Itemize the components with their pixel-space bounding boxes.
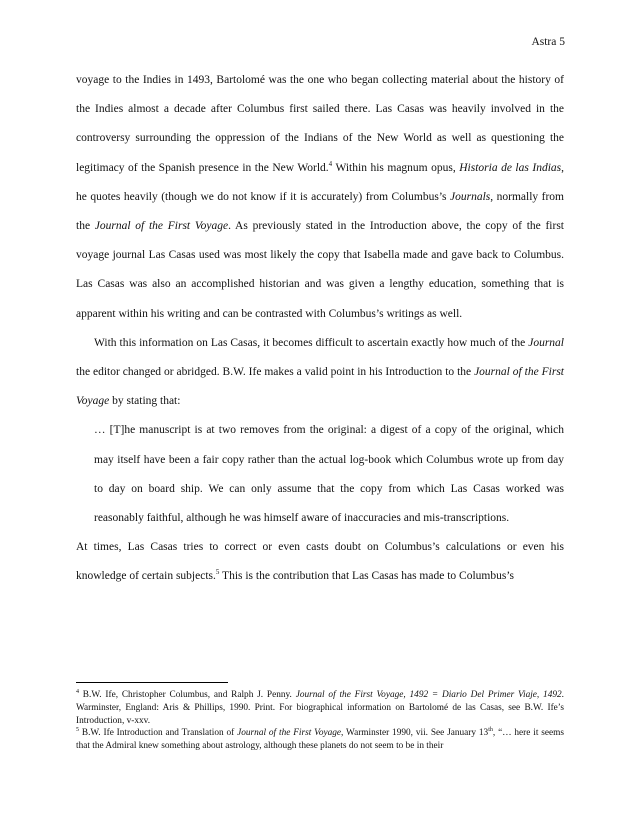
work-title: Journal of the First Voyage [76,366,565,408]
footnote-divider [76,682,228,683]
work-title: Journal of the First Voyage [94,220,229,233]
paragraph-1: voyage to the Indies in 1493, Bartolomé was the one who began collecting material about the history of the Indies almost a decade after Columbus first sailed there. Las Casas was heavily involved in the controversy surrounding the oppression of the Indians of the New World as well as questioning the legitimacy of the Spanish presence in the New World.$^4$ Within his magnum opus, Historia de las Indias, he quotes heavily (though we do not know if it is accurately) from Columbus’s Journals, normally from the Journal of the First Voyage. As previously stated in the Introduction above, the copy of the first voyage journal Las Casas used was most likely the copy that Isabella made and gave back to Columbus. Las Casas was also an accomplished historian and was given a lengthy education, something that is apparent within his writing and can be contrasted with Columbus’s writings as well. [76,74,564,320]
work-title: Historia de las Indias [459,161,562,174]
work-title: Journal of the First Voyage, 1492 = Diario Del Primer Viaje, 1492 [295,690,562,700]
paragraph-3: At times, Las Casas tries to correct or even casts doubt on Columbus’s calculations or even his knowledge of certain subjects.$^5$ This is the contribution that Las Casas has made to Columbus’s [76,541,564,583]
body-text [76,66,564,592]
work-title: Journals [450,190,491,203]
work-title: Journal of the First Voyage [237,728,342,739]
block-quote: … [T]he manuscript is at two removes from the original: a digest of a copy of the original, which may itself have been a fair copy rather than the actual log-book which Columbus wrote up from day to day on board ship. We can only assume that the copy from which Las Casas worked was reasonably faithful, although he was himself aware of inaccuracies and mis-transcriptions. [94,424,564,525]
footnote-ref-5[interactable]: 5 [215,568,220,577]
footnote-ref-4[interactable]: 4 [328,159,333,168]
footnote-5: $^5$ B.W. Ife Introduction and Translation of Journal of the First Voyage, Warminster 1990, vii. See January 13th, “… here it seems that the Admiral knew something about astrology, although these planets do not seem to be in their [76,727,564,752]
work-title: Journal [528,336,564,349]
page-header: Astra 5 [531,36,565,48]
footnote-4: $^4$ B.W. Ife, Christopher Columbus, and Ralph J. Penny. Journal of the First Voyage, 1492 = Diario Del Primer Viaje, 1492. Warminster, England: Aris & Phillips, 1990. Print. For biographical information on Bartolomé de las Casas, see B.W. Ife’s Introduction, v-xxv. [76,688,564,726]
paragraph-2: With this information on Las Casas, it becomes difficult to ascertain exactly how much of the Journal the editor changed or abridged. B.W. Ife makes a valid point in his Introduction to the Journal of the First Voyage by stating that: [76,336,565,408]
footnotes [76,689,564,753]
